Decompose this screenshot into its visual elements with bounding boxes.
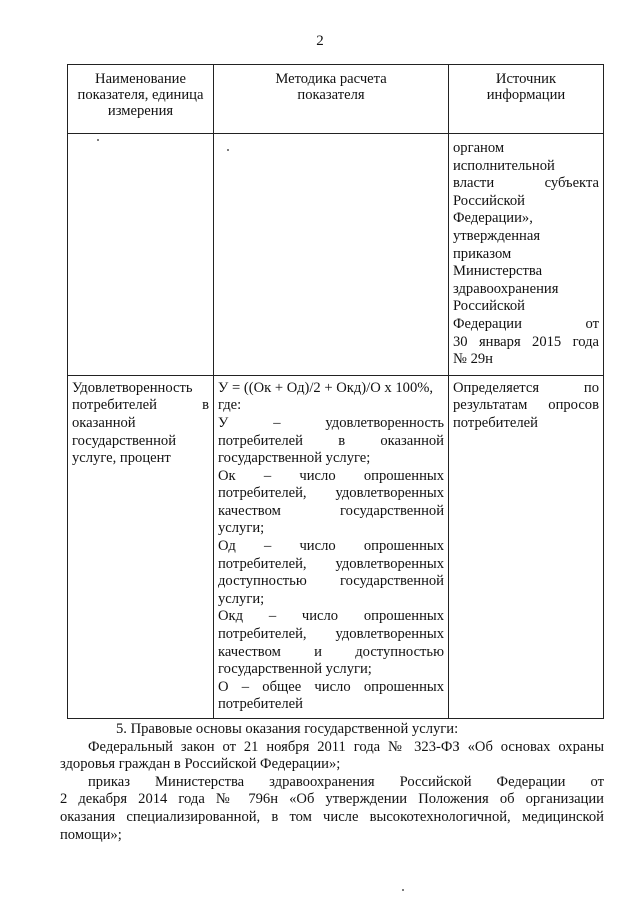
scan-speck xyxy=(227,149,229,151)
cell-line: результатам опросов xyxy=(453,397,599,414)
cell-line: качеством и доступностью xyxy=(218,643,444,660)
cell-line: органом xyxy=(453,140,505,156)
cell-line: Ок – число опрошенных xyxy=(218,467,444,484)
paragraph-line: помощи»; xyxy=(60,826,122,843)
page-number: 2 xyxy=(316,33,324,49)
cell-line: потребителей xyxy=(453,414,538,431)
header-line: показателя xyxy=(297,87,365,103)
cell-line: качеством государственной xyxy=(218,502,444,519)
cell-line: государственной xyxy=(72,432,177,449)
cell-line: государственной услуге; xyxy=(218,450,371,467)
header-line: измерения xyxy=(107,103,174,119)
paragraph-line: Федеральный закон от 21 ноября 2011 года № 323-ФЗ «Об основах охраны xyxy=(88,738,604,755)
table-row xyxy=(68,134,604,376)
row1-indicator-cell xyxy=(68,134,214,376)
paragraph-line: здоровья граждан в Российской Федерации»; xyxy=(60,756,341,773)
cell-line: исполнительной xyxy=(453,157,555,174)
row2-method-cell xyxy=(214,375,449,718)
paragraph-line: оказания специализированной, в том числе высокотехнологичной, медицинской xyxy=(60,808,604,825)
cell-line: потребителей, удовлетворенных xyxy=(218,485,444,502)
paragraph-ministry-order xyxy=(60,773,604,844)
section-heading: 5. Правовые основы оказания государственной услуги: xyxy=(116,721,459,737)
header-line: информации xyxy=(486,87,566,103)
indicator-table xyxy=(67,64,604,719)
header-line: Источник xyxy=(495,71,557,87)
cell-line: Удовлетворенность xyxy=(72,379,193,396)
cell-line: услуге, процент xyxy=(72,450,171,467)
cell-line: Определяется по xyxy=(453,379,599,396)
row1-source-cell xyxy=(449,134,604,376)
header-indicator-name xyxy=(68,65,214,134)
header-line: показателя, единица xyxy=(77,87,204,103)
cell-line: Российской xyxy=(453,192,525,209)
header-calculation-method xyxy=(214,65,449,134)
cell-line: здравоохранения xyxy=(453,280,559,297)
cell-line: услуги; xyxy=(218,520,265,537)
cell-line: потребителей в xyxy=(72,397,209,414)
cell-line: потребителей, удовлетворенных xyxy=(218,555,444,572)
cell-line: приказом xyxy=(453,245,512,262)
row1-method-cell xyxy=(214,134,449,376)
paragraph-line: 2 декабря 2014 года № 796н «Об утверждении Положения об организации xyxy=(60,791,604,808)
cell-line: Окд – число опрошенных xyxy=(218,608,444,625)
cell-line: доступностью государственной xyxy=(218,573,444,590)
cell-line: потребителей, удовлетворенных xyxy=(218,626,444,643)
table-row xyxy=(68,375,604,718)
cell-line: Министерства xyxy=(453,263,543,280)
cell-line: 30 января 2015 года xyxy=(453,333,599,350)
cell-line: где: xyxy=(218,397,242,414)
paragraph-federal-law xyxy=(60,738,604,774)
table-header-row xyxy=(68,65,604,134)
scan-speck xyxy=(97,139,99,141)
cell-line: потребителей в оказанной xyxy=(218,432,444,449)
cell-line: утвержденная xyxy=(453,227,541,244)
cell-line: потребителей xyxy=(218,696,303,713)
header-information-source xyxy=(449,65,604,134)
cell-line: услуги; xyxy=(218,590,265,607)
cell-line: У – удовлетворенность xyxy=(218,414,444,431)
paragraph-line: приказ Министерства здравоохранения Российской Федерации от xyxy=(88,773,604,790)
cell-line: № 29н xyxy=(453,351,493,368)
cell-line: оказанной xyxy=(72,414,136,431)
header-line: Наименование xyxy=(95,71,186,87)
scan-speck xyxy=(402,889,404,891)
row2-source-cell xyxy=(449,375,604,718)
cell-line: Российской xyxy=(453,298,525,315)
cell-line: государственной услуги; xyxy=(218,661,372,678)
cell-line: Федерации», xyxy=(453,210,533,227)
legal-basis-section xyxy=(60,721,604,844)
cell-line: Федерации от xyxy=(453,315,599,332)
row2-indicator-cell xyxy=(68,375,214,718)
cell-line: Од – число опрошенных xyxy=(218,538,444,555)
header-line: Методика расчета xyxy=(275,71,387,87)
cell-line: власти субъекта xyxy=(453,175,599,192)
formula-line: У = ((Ок + Од)/2 + Окд)/О х 100%, xyxy=(218,379,434,396)
cell-line: О – общее число опрошенных xyxy=(218,678,444,695)
